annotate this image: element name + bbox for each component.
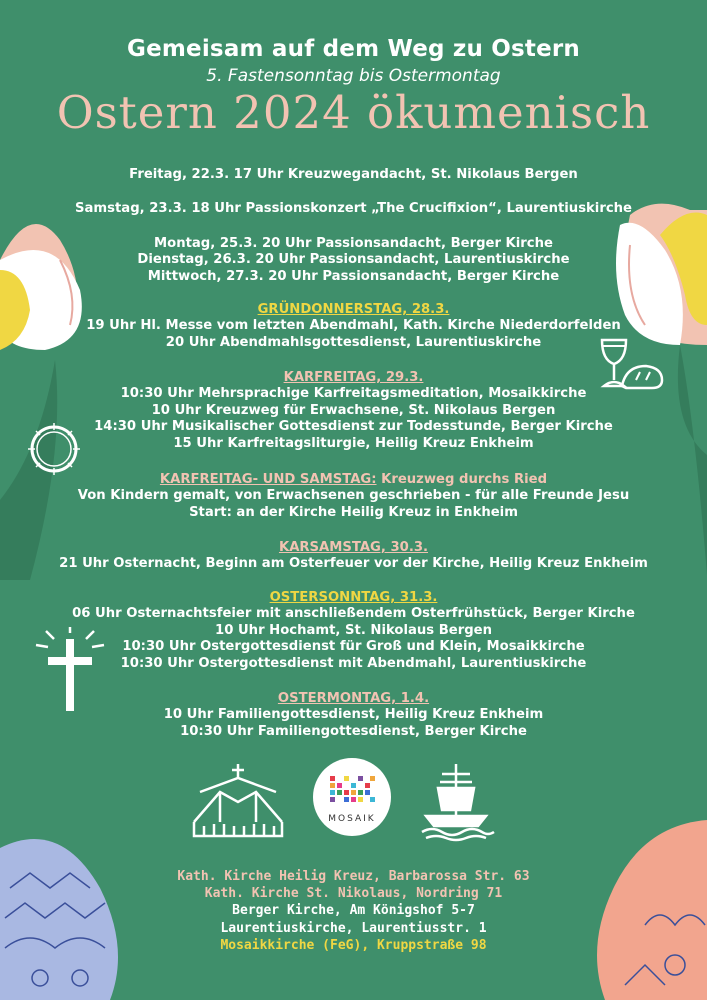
section-heading: KARSAMSTAG, 30.3. [278, 540, 429, 555]
section-heading: KARFREITAG- UND SAMSTAG: [159, 472, 377, 487]
mosaik-logo [313, 758, 391, 836]
address-list [0, 868, 707, 954]
section-ostersonntag [0, 590, 707, 672]
event-line: Start: an der Kirche Heilig Kreuz in Enkheim [189, 504, 518, 520]
section-heading-rest: Kreuzweg durchs Ried [376, 472, 548, 487]
address-line: Berger Kirche, Am Königshof 5-7 [232, 903, 475, 919]
section-ostermontag [0, 691, 707, 740]
event-line: 10:30 Uhr Ostergottesdienst mit Abendmahl, Laurentiuskirche [120, 655, 587, 671]
event-line: Samstag, 23.3. 18 Uhr Passionskonzert „The Crucifixion“, Laurentiuskirche [75, 201, 632, 216]
section-gruendonnerstag [0, 302, 707, 351]
event-line: 10:30 Uhr Familiengottesdienst, Berger Kirche [180, 723, 527, 739]
event-line: 19 Uhr Hl. Messe vom letzten Abendmahl, Kath. Kirche Niederdorfelden [86, 318, 621, 334]
section-karfreitag [0, 370, 707, 452]
event-line: 10 Uhr Kreuzweg für Erwachsene, St. Nikolaus Bergen [151, 402, 556, 418]
event-line: 10:30 Uhr Ostergottesdienst für Groß und Klein, Mosaikkirche [122, 639, 585, 655]
event-line: Dienstag, 26.3. 20 Uhr Passionsandacht, Laurentiuskirche [137, 252, 570, 268]
address-line: Laurentiuskirche, Laurentiusstr. 1 [220, 920, 487, 936]
event-friday [0, 167, 707, 183]
event-line: Freitag, 22.3. 17 Uhr Kreuzwegandacht, St. Nikolaus Bergen [129, 167, 578, 182]
ship-logo [416, 760, 498, 842]
page-title: Gemeisam auf dem Weg zu Ostern [127, 36, 580, 62]
event-line: Von Kindern gemalt, von Erwachsenen geschrieben - für alle Freunde Jesu [77, 488, 630, 504]
event-line: 06 Uhr Osternachtsfeier mit anschließendem Osterfrühstück, Berger Kirche [72, 606, 635, 622]
event-line: 21 Uhr Osternacht, Beginn am Osterfeuer vor der Kirche, Heilig Kreuz Enkheim [59, 556, 648, 572]
section-heading: GRÜNDONNERSTAG, 28.3. [257, 302, 450, 317]
section-karsamstag [0, 540, 707, 573]
event-line: Montag, 25.3. 20 Uhr Passionsandacht, Berger Kirche [154, 236, 553, 251]
section-heading: OSTERMONTAG, 1.4. [277, 691, 430, 706]
event-line: 10:30 Uhr Mehrsprachige Karfreitagsmeditation, Mosaikkirche [120, 386, 587, 402]
event-line: Mittwoch, 27.3. 20 Uhr Passionsandacht, Berger Kirche [147, 268, 560, 284]
main-heading: Ostern 2024 ökumenisch [56, 86, 651, 139]
church-tent-logo [190, 762, 286, 840]
mosaik-label: MOSAIK [328, 814, 376, 824]
address-line: Kath. Kirche Heilig Kreuz, Barbarossa Str. 63 [177, 869, 530, 884]
section-kreuzweg [0, 472, 707, 521]
event-saturday [0, 201, 707, 217]
event-line: 20 Uhr Abendmahlsgottesdienst, Laurentiuskirche [165, 334, 542, 350]
event-line: 15 Uhr Karfreitagsliturgie, Heilig Kreuz Enkheim [173, 435, 534, 451]
event-line: 14:30 Uhr Musikalischer Gottesdienst zur Todesstunde, Berger Kirche [94, 419, 613, 435]
section-heading: KARFREITAG, 29.3. [283, 370, 424, 385]
address-line: Kath. Kirche St. Nikolaus, Nordring 71 [204, 886, 503, 902]
section-heading: OSTERSONNTAG, 31.3. [269, 590, 438, 605]
mosaik-mark-icon [328, 772, 376, 810]
event-line: 10 Uhr Hochamt, St. Nikolaus Bergen [215, 622, 492, 638]
page-subtitle: 5. Fastensonntag bis Ostermontag [206, 66, 501, 86]
address-line: Mosaikkirche (FeG), Kruppstraße 98 [220, 937, 487, 953]
event-weekdays [0, 236, 707, 285]
event-line: 10 Uhr Familiengottesdienst, Heilig Kreuz Enkheim [163, 707, 544, 723]
